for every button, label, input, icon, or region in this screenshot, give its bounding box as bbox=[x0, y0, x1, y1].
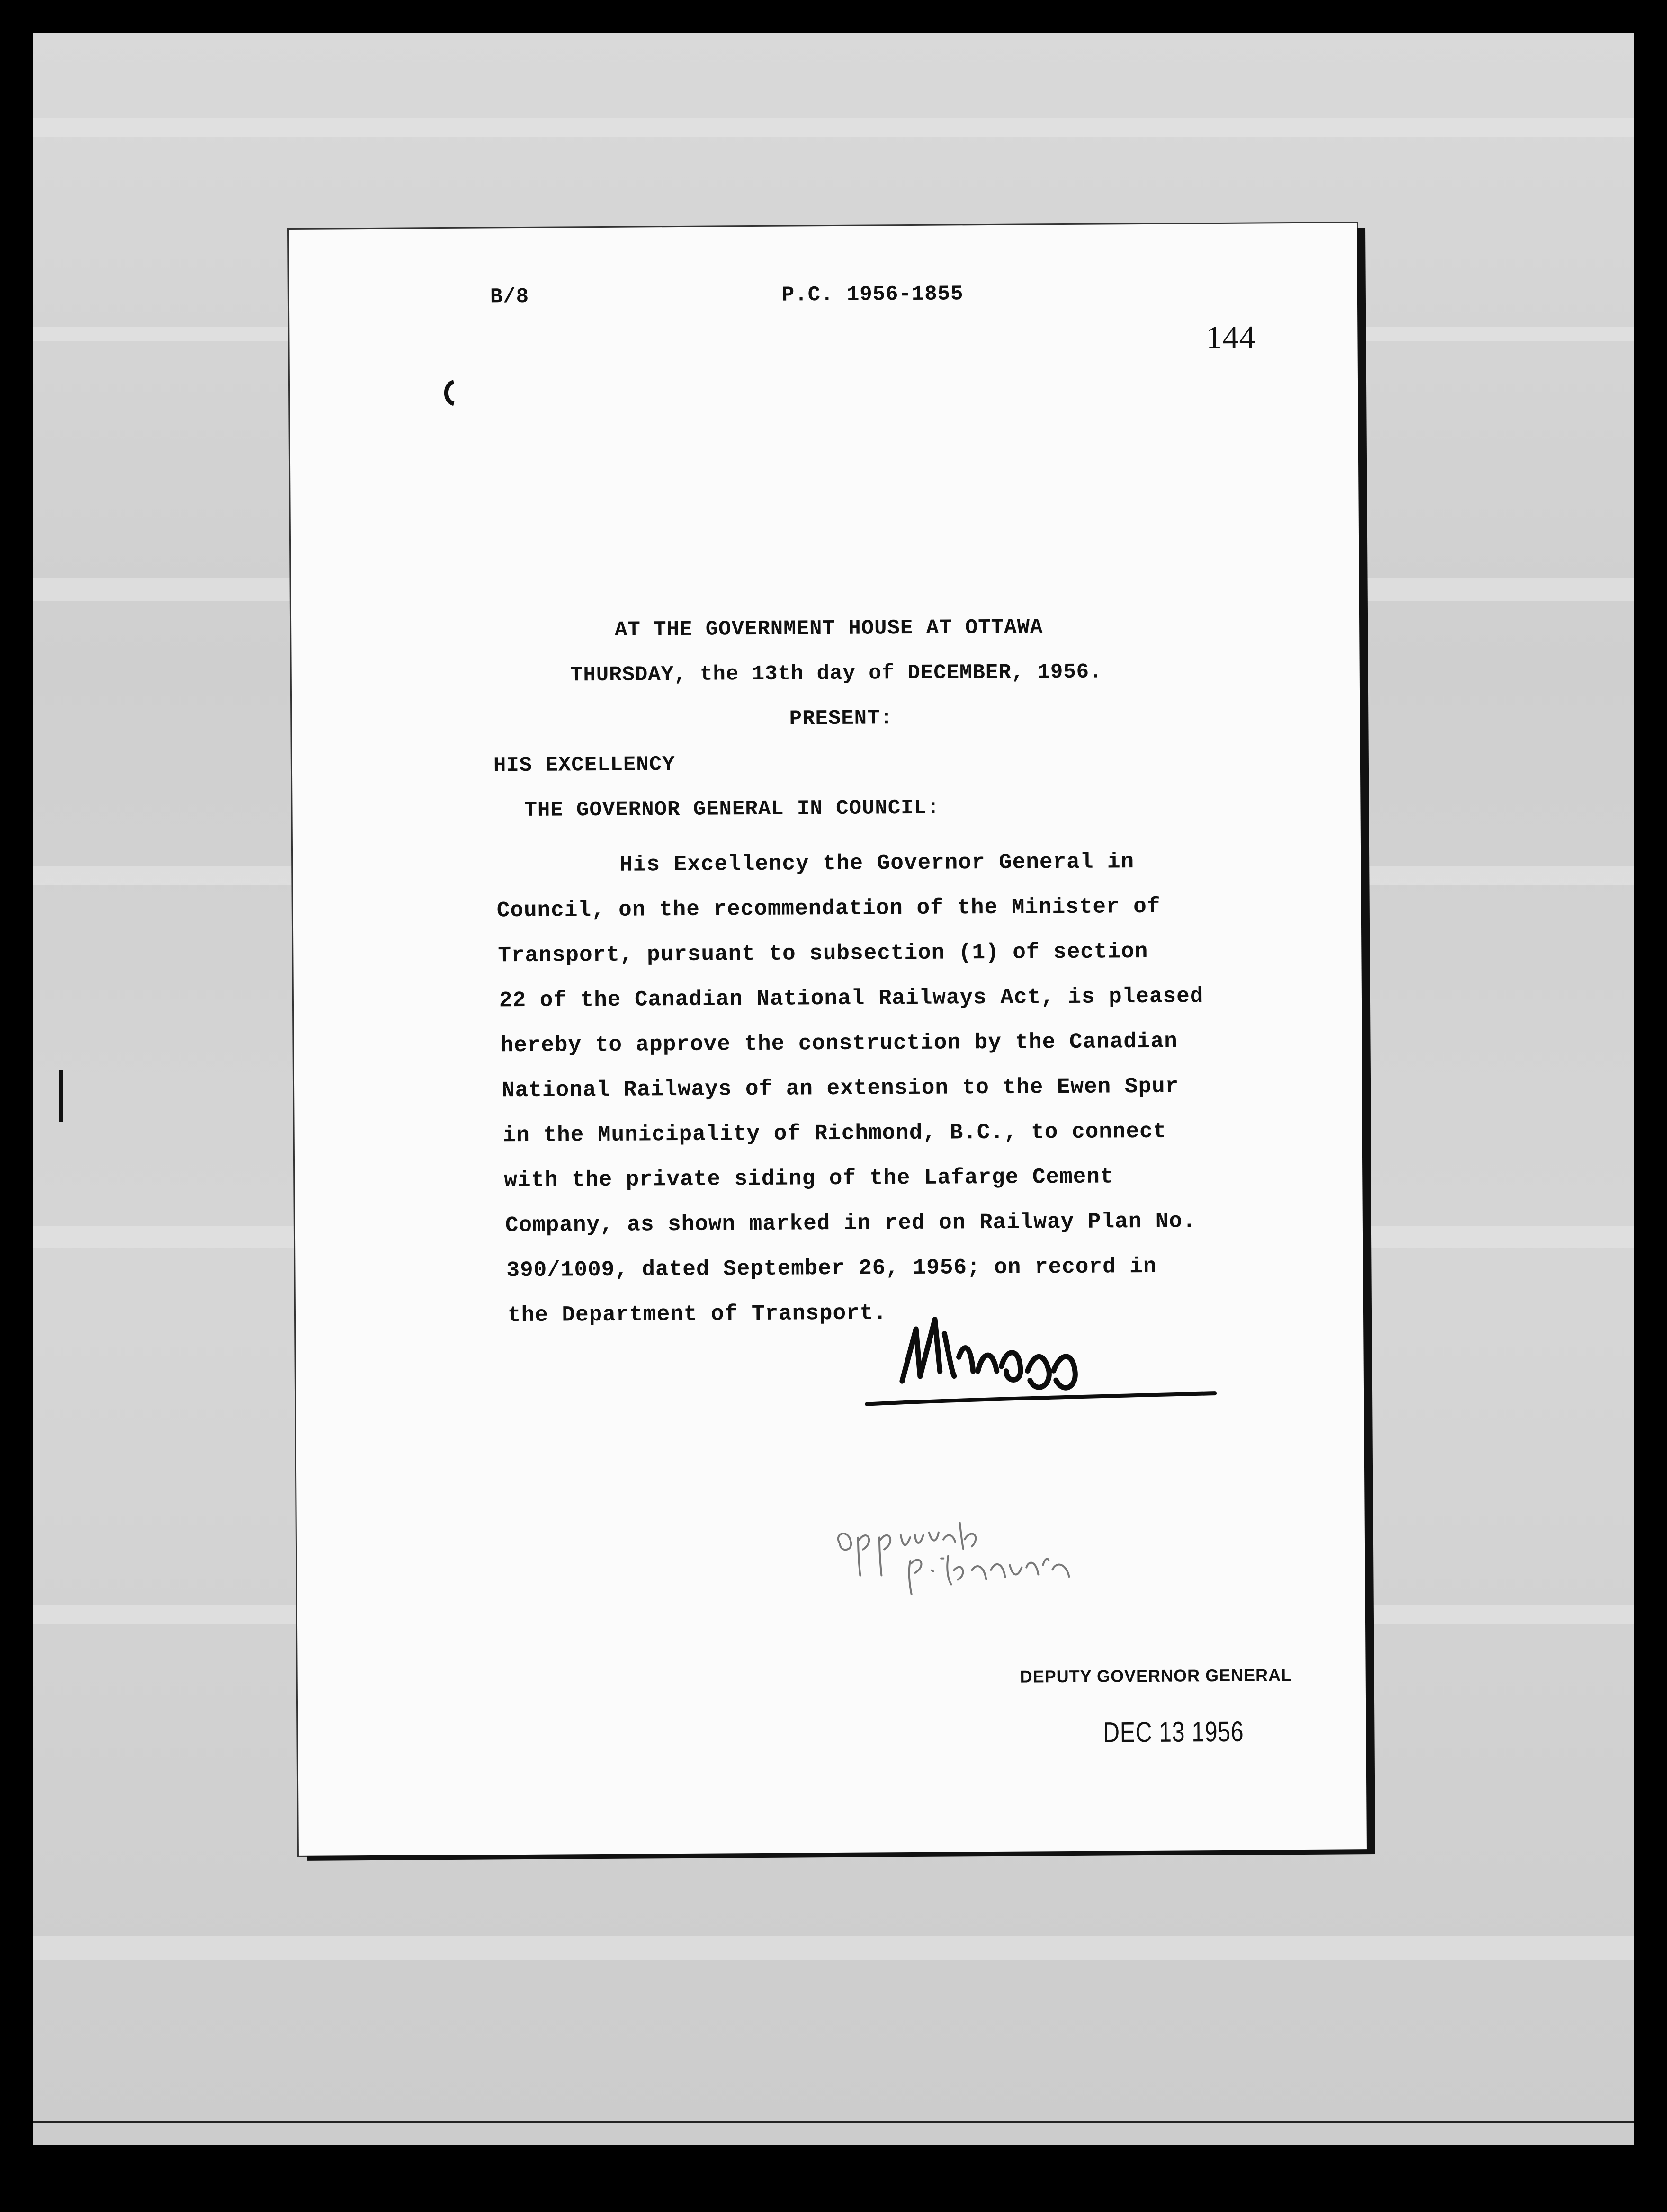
approval-handwriting bbox=[830, 1512, 1190, 1609]
scan-streak bbox=[33, 118, 1634, 137]
stamp-title: DEPUTY GOVERNOR GENERAL bbox=[1020, 1665, 1292, 1686]
address-line-2: THE GOVERNOR GENERAL IN COUNCIL: bbox=[524, 796, 940, 822]
location-heading: AT THE GOVERNMENT HOUSE AT OTTAWA bbox=[614, 615, 1043, 642]
body-line: the Department of Transport. bbox=[507, 1301, 887, 1328]
present-heading: PRESENT: bbox=[789, 706, 894, 731]
body-line: 390/1009, dated September 26, 1956; on record in bbox=[506, 1254, 1157, 1283]
scan-streak bbox=[33, 1936, 1634, 1960]
body-line: in the Municipality of Richmond, B.C., to connect bbox=[502, 1119, 1167, 1148]
body-line: with the private siding of the Lafarge Cement bbox=[504, 1164, 1114, 1193]
film-edge-mark bbox=[57, 1070, 66, 1127]
folio-number: 144 bbox=[1206, 319, 1256, 356]
body-line: hereby to approve the construction by the Canadian bbox=[500, 1029, 1178, 1058]
body-line: Transport, pursuant to subsection (1) of section bbox=[498, 939, 1148, 968]
body-line: National Railways of an extension to the Ewen Spur bbox=[501, 1074, 1179, 1103]
address-line-1: HIS EXCELLENCY bbox=[493, 753, 675, 778]
file-code: B/8 bbox=[490, 285, 529, 309]
signature bbox=[864, 1299, 1224, 1415]
body-line: His Excellency the Governor General in bbox=[619, 849, 1135, 877]
document-page bbox=[289, 223, 1367, 1856]
date-line: THURSDAY, the 13th day of DECEMBER, 1956. bbox=[570, 660, 1102, 687]
order-number: P.C. 1956-1855 bbox=[781, 282, 964, 307]
stamp-date: DEC 13 1956 bbox=[1103, 1715, 1244, 1748]
film-edge-line bbox=[33, 2121, 1634, 2123]
punch-hole-mark bbox=[440, 379, 459, 408]
body-line: 22 of the Canadian National Railways Act, is pleased bbox=[499, 984, 1204, 1013]
body-line: Company, as shown marked in red on Railway Plan No. bbox=[505, 1209, 1196, 1238]
body-line: Council, on the recommendation of the Minister of bbox=[496, 894, 1161, 923]
